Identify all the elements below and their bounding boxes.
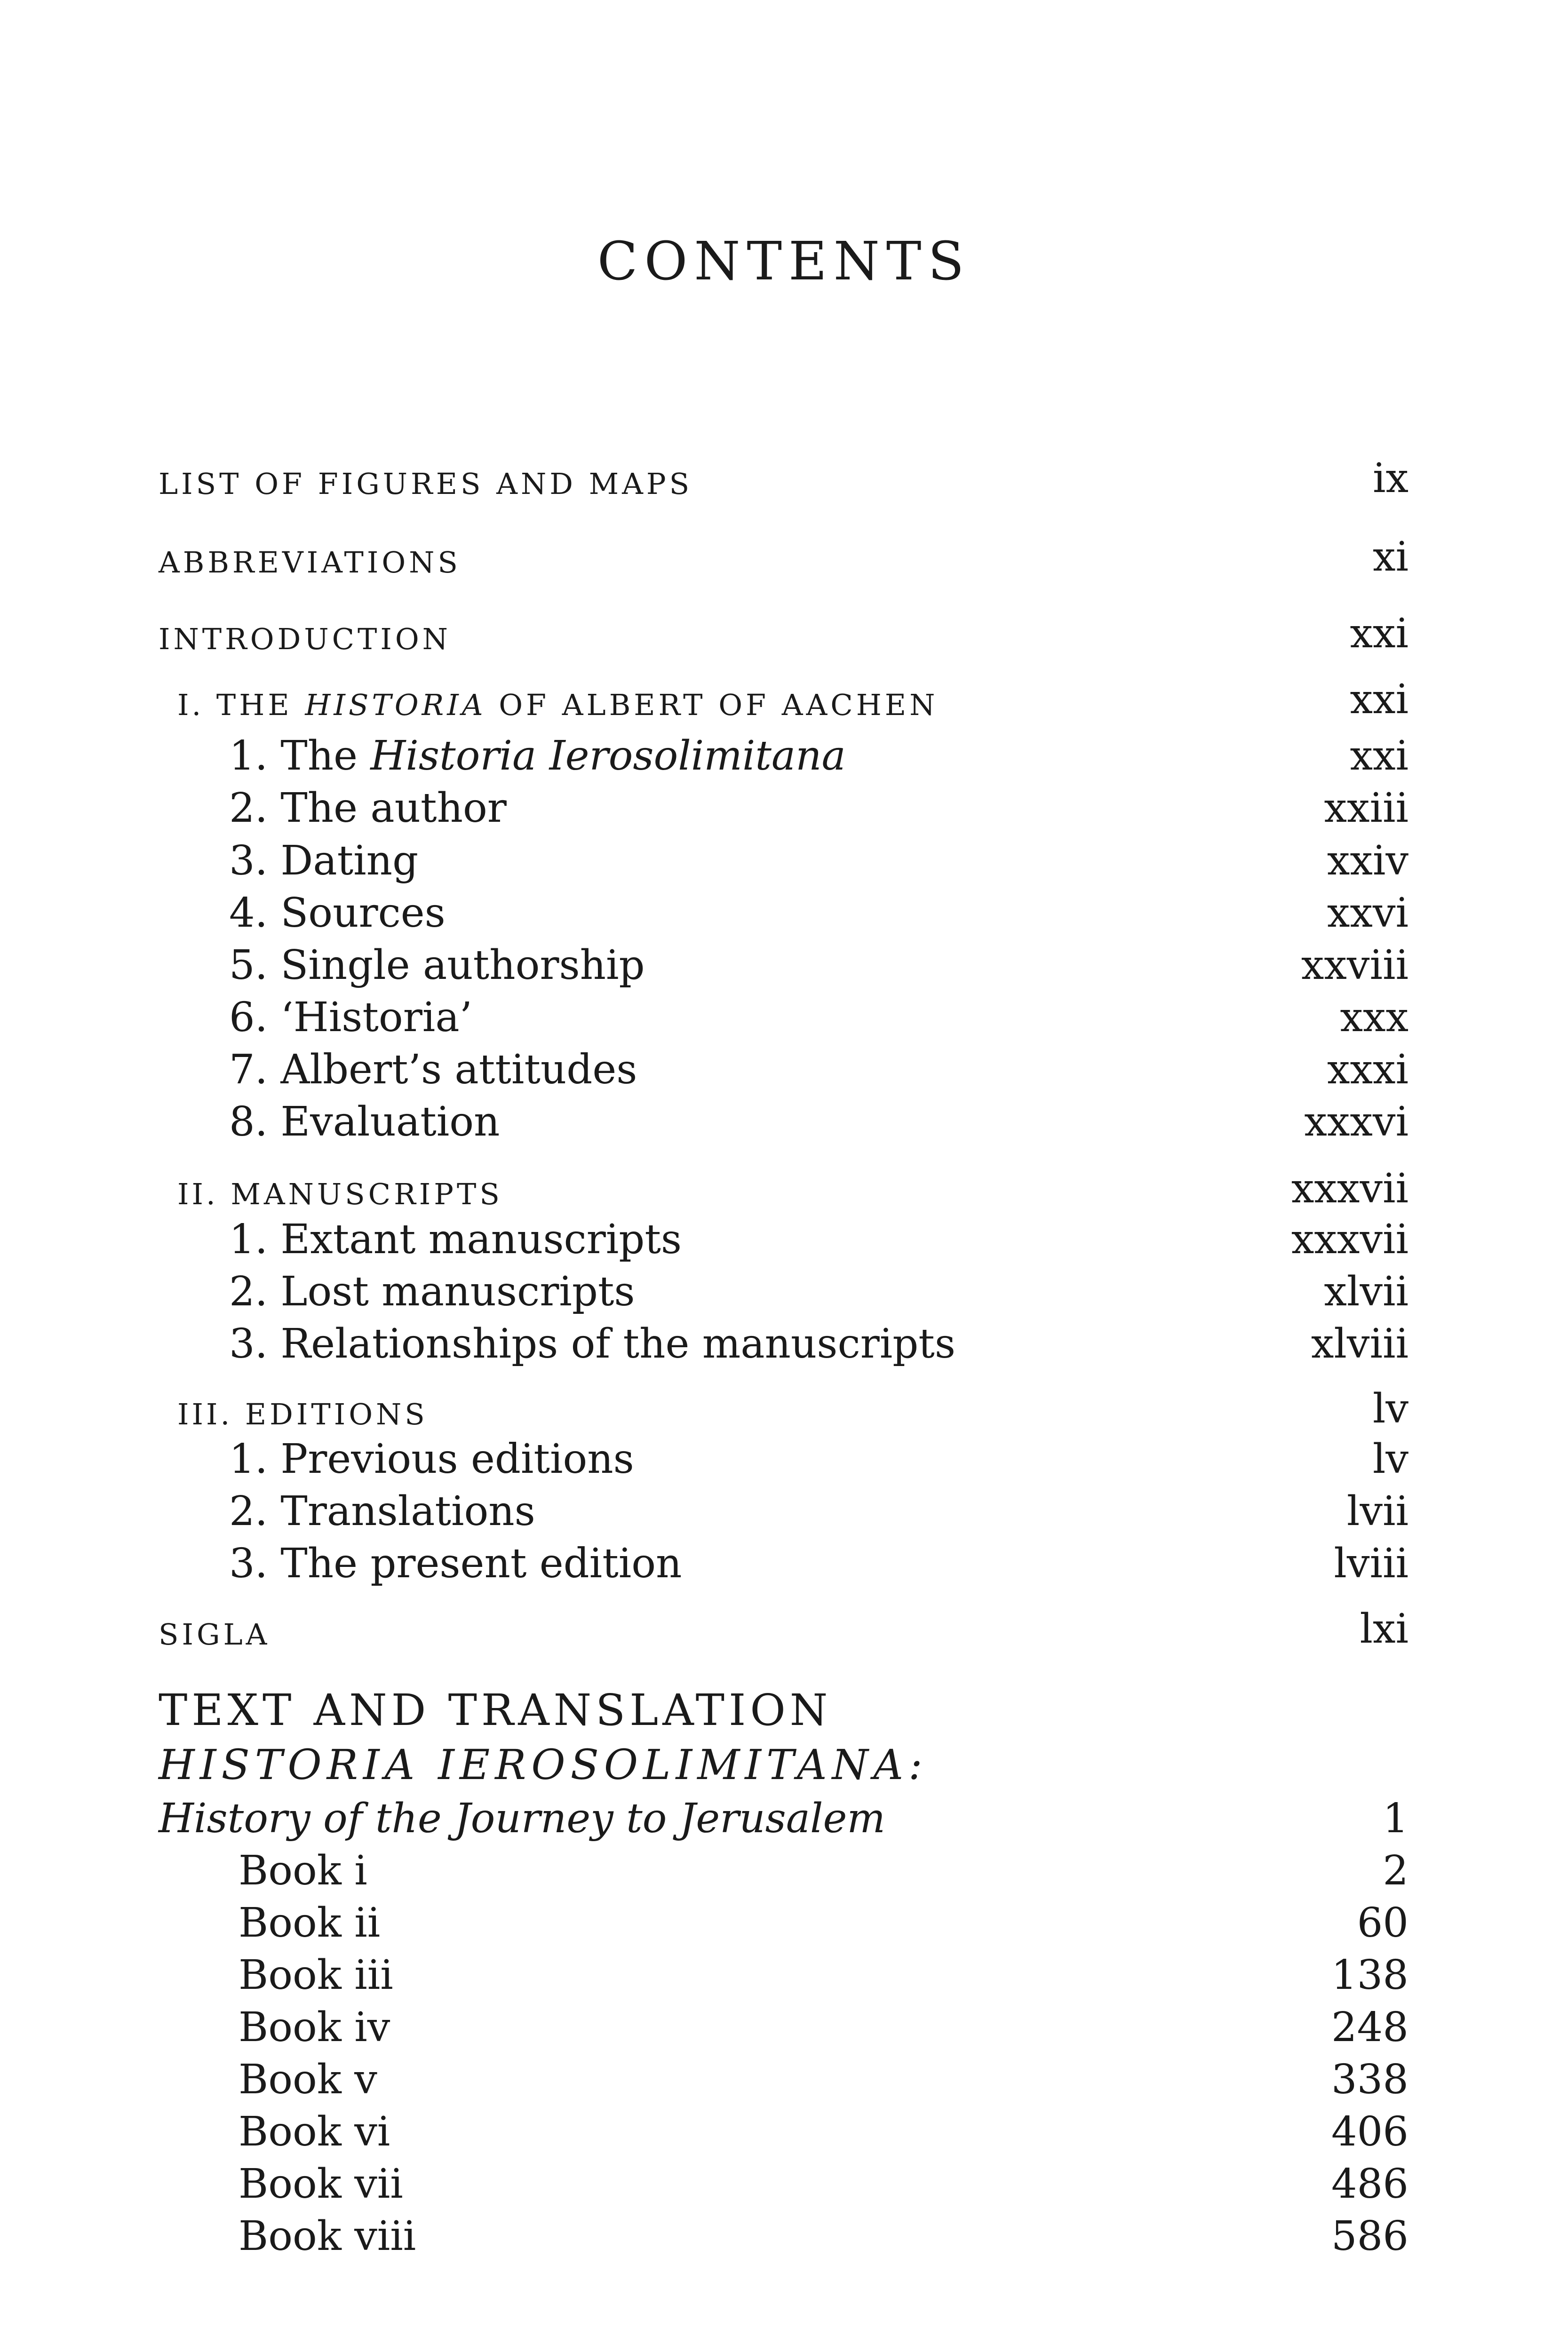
toc-entry-label (159, 732, 846, 779)
toc-entry-page: xxi (1350, 732, 1409, 779)
section-title: EDITIONS (245, 1397, 428, 1431)
toc-section-part-2[interactable] (159, 1157, 1409, 1212)
toc-entry-abbreviations[interactable] (159, 525, 1409, 580)
toc-subentry[interactable] (159, 1208, 1409, 1263)
toc-entry-page: lv (1372, 1385, 1409, 1432)
toc-section-label (159, 688, 939, 722)
toc-entry-label: Book i (239, 1847, 367, 1894)
toc-entry-page: 406 (1331, 2108, 1409, 2155)
toc-entry-page: lv (1372, 1436, 1409, 1483)
toc-subentry[interactable] (159, 986, 1409, 1041)
toc-entry-page: 338 (1331, 2056, 1409, 2103)
toc-entry-label: 2. The author (229, 785, 507, 832)
toc-entry-page: 1 (1383, 1795, 1409, 1842)
toc-part-subheading (159, 1734, 1409, 1789)
toc-entry-page: lvii (1346, 1488, 1409, 1535)
toc-entry-label: 3. Dating (229, 837, 419, 884)
toc-part-heading (159, 1680, 1409, 1735)
toc-entry-page: 248 (1331, 2004, 1409, 2051)
toc-entry-label: 1. Extant manuscripts (229, 1216, 682, 1263)
section-title-italic: HISTORIA (305, 688, 486, 722)
toc-book-entry[interactable] (159, 2205, 1409, 2260)
toc-entry-label: Book vi (239, 2108, 390, 2155)
toc-entry-label: Book vii (239, 2161, 403, 2208)
toc-entry-page: xlviii (1311, 1320, 1409, 1367)
toc-entry-page: xlvii (1324, 1268, 1409, 1315)
toc-book-entry[interactable] (159, 2100, 1409, 2155)
toc-book-entry[interactable] (159, 1891, 1409, 1947)
toc-entry-label: Book ii (239, 1899, 381, 1947)
toc-subentry[interactable] (159, 1428, 1409, 1483)
toc-book-entry[interactable] (159, 2048, 1409, 2103)
toc-subentry[interactable] (159, 1480, 1409, 1535)
toc-entry-label: SIGLA (159, 1617, 271, 1652)
toc-entry-label: 2. Lost manuscripts (229, 1268, 635, 1315)
toc-subentry[interactable] (159, 1038, 1409, 1093)
toc-entry-figures[interactable] (159, 447, 1409, 502)
toc-entry-sigla[interactable] (159, 1597, 1409, 1653)
toc-entry-label: Book viii (239, 2213, 416, 2260)
toc-entry-page: xxxvii (1291, 1216, 1409, 1263)
toc-entry-label: 3. Relationships of the manuscripts (229, 1320, 955, 1367)
toc-entry-page: ix (1372, 455, 1409, 502)
toc-section-label (159, 1397, 428, 1431)
section-number: III. (177, 1397, 233, 1431)
toc-entry-page: xxxvi (1304, 1098, 1409, 1145)
toc-entry-label: 7. Albert’s attitudes (229, 1046, 637, 1093)
toc-subentry[interactable] (159, 1532, 1409, 1587)
subentry-title-pre: The (280, 732, 358, 779)
subentry-title-italic: Historia Ierosolimitana (370, 732, 846, 779)
toc-entry-page: xxxi (1327, 1046, 1409, 1093)
toc-book-entry[interactable] (159, 1839, 1409, 1894)
toc-book-entry[interactable] (159, 1944, 1409, 1999)
toc-entry-label: INTRODUCTION (159, 622, 451, 656)
toc-entry-page: xxvi (1327, 890, 1409, 937)
toc-subentry[interactable] (159, 1312, 1409, 1367)
toc-entry-label: ABBREVIATIONS (159, 545, 461, 580)
toc-subentry[interactable] (159, 724, 1409, 779)
toc-section-part-1[interactable] (159, 668, 1409, 723)
toc-subentry[interactable] (159, 882, 1409, 937)
toc-book-entry[interactable] (159, 2153, 1409, 2208)
toc-entry-label: LIST OF FIGURES AND MAPS (159, 467, 693, 501)
toc-entry-page: 2 (1383, 1847, 1409, 1894)
toc-entry-label: History of the Journey to Jerusalem (159, 1795, 885, 1842)
section-number: I. (177, 688, 204, 722)
toc-entry-page: 138 (1331, 1952, 1409, 1999)
toc-entry-page: lxi (1360, 1605, 1409, 1653)
toc-entry-page: lviii (1334, 1540, 1409, 1587)
toc-book-entry[interactable] (159, 1996, 1409, 2051)
toc-entry-page: xxxvii (1291, 1165, 1409, 1212)
toc-entry-page: xxx (1340, 994, 1409, 1041)
part-heading: TEXT AND TRANSLATION (159, 1685, 832, 1735)
toc-entry-page: xxi (1350, 676, 1409, 723)
part-subheading: HISTORIA IEROSOLIMITANA: (159, 1740, 928, 1789)
toc-entry-page: xi (1372, 533, 1409, 580)
section-number: II. (177, 1177, 218, 1211)
section-title: MANUSCRIPTS (231, 1177, 503, 1211)
toc-section-label (159, 1177, 503, 1211)
toc-entry-page: 586 (1331, 2213, 1409, 2260)
toc-entry-label: 8. Evaluation (229, 1098, 500, 1145)
toc-entry-page: 486 (1331, 2161, 1409, 2208)
subentry-number: 1. (229, 732, 268, 779)
toc-entry-label: 2. Translations (229, 1488, 535, 1535)
toc-entry-label: Book v (239, 2056, 377, 2103)
page-title: CONTENTS (597, 231, 971, 292)
toc-subentry[interactable] (159, 934, 1409, 989)
section-title-pre: THE (216, 688, 293, 722)
toc-subentry[interactable] (159, 1090, 1409, 1145)
toc-entry-label: 1. Previous editions (229, 1436, 634, 1483)
toc-subentry[interactable] (159, 777, 1409, 832)
toc-entry-label: 5. Single authorship (229, 942, 645, 989)
toc-subentry[interactable] (159, 829, 1409, 884)
toc-entry-label: 4. Sources (229, 890, 446, 937)
toc-section-part-3[interactable] (159, 1377, 1409, 1432)
toc-entry-page: xxiv (1327, 837, 1409, 884)
toc-subentry[interactable] (159, 1260, 1409, 1315)
toc-entry-label: Book iii (239, 1952, 393, 1999)
section-title-post: OF ALBERT OF AACHEN (499, 688, 939, 722)
toc-entry-label: Book iv (239, 2004, 390, 2051)
toc-entry-history[interactable] (159, 1787, 1409, 1842)
toc-entry-page: xxi (1350, 610, 1409, 657)
toc-entry-label: 6. ‘Historia’ (229, 994, 472, 1041)
toc-entry-page: xxiii (1324, 785, 1409, 832)
toc-entry-page: 60 (1357, 1899, 1409, 1947)
toc-entry-label: 3. The present edition (229, 1540, 682, 1587)
toc-entry-page: xxviii (1301, 942, 1409, 989)
toc-entry-introduction[interactable] (159, 602, 1409, 657)
